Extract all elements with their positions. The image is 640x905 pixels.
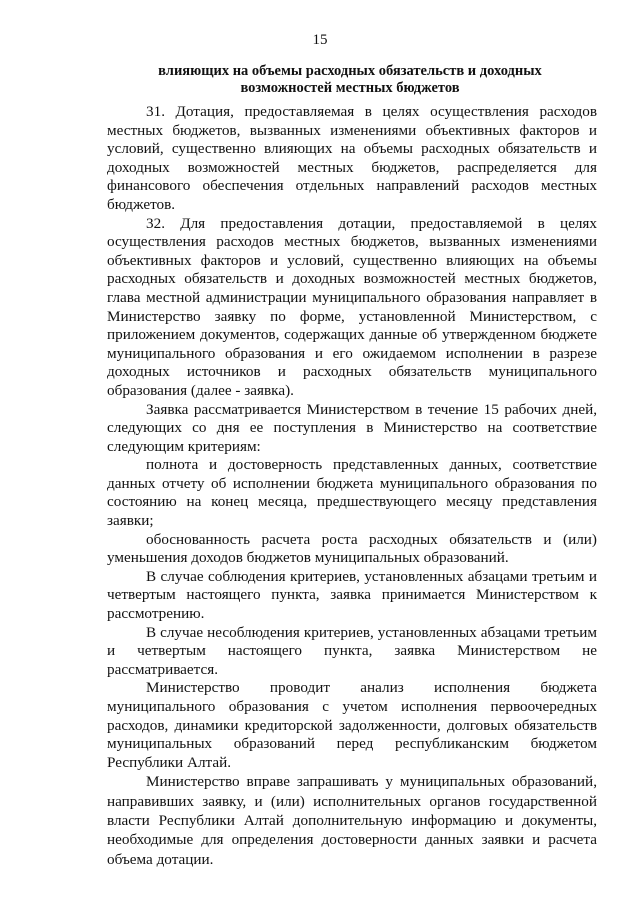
- paragraph-criterion-justification: обоснованность расчета роста расходных обязательств и (или) уменьшения доходов бюджетов муниципальных образований.: [107, 530, 597, 567]
- section-heading-line-2: возможностей местных бюджетов: [240, 80, 460, 96]
- paragraph-31: 31. Дотация, предоставляемая в целях осуществления расходов местных бюджетов, вызванных изменениями объективных факторов и условий, существенно влияющих на объемы расходных обязательств и доходных возможностей местных бюджетов, распределяется для финансового обеспечения отдельных направлений расходов местных бюджетов.: [107, 103, 597, 213]
- paragraph-criteria-not-met: В случае несоблюдения критериев, установленных абзацами третьим и четвертым настоящего пункта, заявка Министерством не рассматривается.: [107, 623, 597, 678]
- paragraph-32: 32. Для предоставления дотации, предоставляемой в целях осуществления расходов местных бюджетов, вызванных изменениями объективных факторов и условий, существенно влияющих на объемы расходных обязательств и доходных возможностей местных бюджетов, глава местной администрации муниципального образования направляет в Министерство заявку по форме, установленной Министерством, с приложением документов, содержащих данные об утвержденном бюджете муниципального образования и его ожидаемом исполнении в разрезе доходных источников и расходных обязательств муниципального образования (далее - заявка).: [107, 214, 597, 399]
- section-heading: [100, 63, 600, 97]
- document-body: [107, 103, 597, 869]
- paragraph-criteria-met: В случае соблюдения критериев, установленных абзацами третьим и четвертым настоящего пункта, заявка принимается Министерством к рассмотрению.: [107, 567, 597, 623]
- page-number: 15: [312, 32, 328, 48]
- paragraph-ministry-analysis: Министерство проводит анализ исполнения бюджета муниципального образования с учетом исполнения первоочередных расходов, динамики кредиторской задолженности, долговых обязательств муниципальных образований перед республиканским бюджетом Республики Алтай.: [107, 679, 597, 771]
- section-heading-line-1: влияющих на объемы расходных обязательств и доходных: [158, 63, 542, 79]
- paragraph-application-review: Заявка рассматривается Министерством в течение 15 рабочих дней, следующих со дня ее поступления в Министерство на соответствие следующим критериям:: [107, 400, 597, 455]
- paragraph-ministry-requests: Министерство вправе запрашивать у муниципальных образований, направивших заявку, и (или) исполнительных органов государственной власти Республики Алтай дополнительную информацию и документы, необходимые для определения достоверности данных заявки и расчета объема дотации.: [107, 773, 597, 868]
- paragraph-criterion-completeness: полнота и достоверность представленных данных, соответствие данных отчету об исполнении бюджета муниципального образования по состоянию на конец месяца, предшествующего месяцу представления заявки;: [107, 456, 597, 530]
